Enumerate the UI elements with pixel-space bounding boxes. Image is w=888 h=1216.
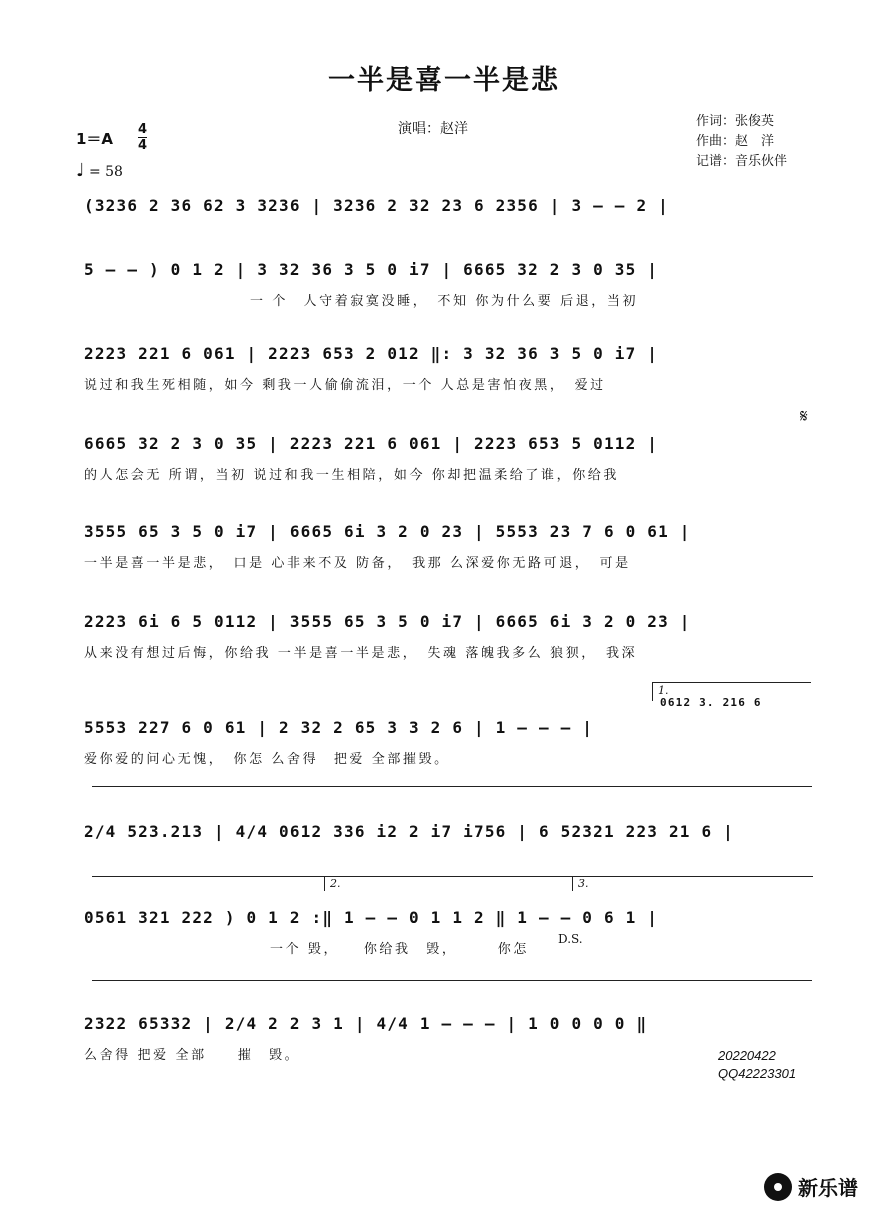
vinyl-disc-icon xyxy=(764,1173,792,1201)
lyricist-credit: 作词：张俊英 xyxy=(696,114,775,129)
segno-icon: 𝄋 xyxy=(800,406,808,427)
system-3-notes: 2223 221 6 061 | 2223 653 2 012 ‖: 3 32 36 3 5 0 i7 | xyxy=(84,344,659,363)
singer-credit: 演唱：赵洋 xyxy=(398,121,468,137)
system-8-notes: 2/4 523.213 | 4/4 0612 336 i2 2 i7 i756 | 6 52321 223 21 6 | xyxy=(84,822,734,841)
time-signature: 4 4 xyxy=(138,122,148,153)
system-1-notes: (3236 2 36 62 3 3236 | 3236 2 32 23 6 2356 | 3 – – 2 | xyxy=(84,196,669,215)
composer-credit: 作曲：赵 洋 xyxy=(696,134,775,149)
tempo-marking: ♩ = 58 xyxy=(76,160,123,181)
ds-mark: D.S. xyxy=(558,932,583,946)
system-4-notes: 6665 32 2 3 0 35 | 2223 221 6 061 | 2223 653 5 0112 | xyxy=(84,434,659,453)
system-6-lyrics: 从来没有想过后悔，你给我 一半是喜一半是悲， 失魂 落魄我多么 狼狈， 我深 xyxy=(84,646,638,661)
system-7-notes: 5553 227 6 0 61 | 2 32 2 65 3 3 2 6 | 1 – – – | xyxy=(84,718,594,737)
volta-2-bracket xyxy=(324,876,565,891)
volta-2-label: 2. xyxy=(330,877,341,890)
volta-1-notes: 0612 3. 216 6 xyxy=(660,696,762,709)
footer-date: 20220422 xyxy=(718,1048,776,1063)
volta-3-label: 3. xyxy=(578,877,589,890)
system-9-notes: 0561 321 222 ) 0 1 2 :‖ 1 – – 0 1 1 2 ‖ 1 – – 0 6 1 | xyxy=(84,908,659,927)
transcriber-credit: 记谱：音乐伙伴 xyxy=(696,154,788,169)
system-3-lyrics: 说过和我生死相随，如今 剩我一人偷偷流泪，一个 人总是害怕夜黑， 爱过 xyxy=(84,378,606,393)
system-10-lyrics: 么舍得 把爱 全部 摧 毁。 xyxy=(84,1048,301,1063)
system-7-lyrics: 爱你爱的问心无愧， 你怎 么舍得 把爱 全部摧毁。 xyxy=(84,752,450,767)
volta-1-label: 1. xyxy=(658,684,669,697)
site-logo[interactable] xyxy=(764,1172,858,1201)
system-9-lyrics: 一个 毁， 你给我 毁， 你怎 xyxy=(270,942,529,957)
system-10-notes: 2322 65332 | 2/4 2 2 3 1 | 4/4 1 – – – | 1 0 0 0 0 ‖ xyxy=(84,1014,648,1033)
footer-qq: QQ42223301 xyxy=(718,1066,797,1081)
system-6-notes: 2223 6i 6 5 0112 | 3555 65 3 5 0 i7 | 6665 6i 3 2 0 23 | xyxy=(84,612,691,631)
quarter-note-icon: ♩ xyxy=(76,160,85,181)
key-signature: 1＝A xyxy=(76,130,114,148)
system-2-notes: 5 – – ) 0 1 2 | 3 32 36 3 5 0 i7 | 6665 32 2 3 0 35 | xyxy=(84,260,659,279)
logo-text: 新乐谱 xyxy=(798,1176,858,1200)
section-divider xyxy=(92,786,812,787)
section-divider xyxy=(92,980,812,981)
system-5-notes: 3555 65 3 5 0 i7 | 6665 6i 3 2 0 23 | 5553 23 7 6 0 61 | xyxy=(84,522,691,541)
system-4-lyrics: 的人怎会无 所谓，当初 说过和我一生相陪，如今 你却把温柔给了谁，你给我 xyxy=(84,468,619,483)
system-5-lyrics: 一半是喜一半是悲， 口是 心非来不及 防备， 我那 么深爱你无路可退， 可是 xyxy=(84,556,631,571)
system-2-lyrics: 一 个 人守着寂寞没睡， 不知 你为什么要 后退，当初 xyxy=(250,294,639,309)
volta-3-bracket xyxy=(572,876,813,891)
page-title: 一半是喜一半是悲 xyxy=(328,65,560,96)
